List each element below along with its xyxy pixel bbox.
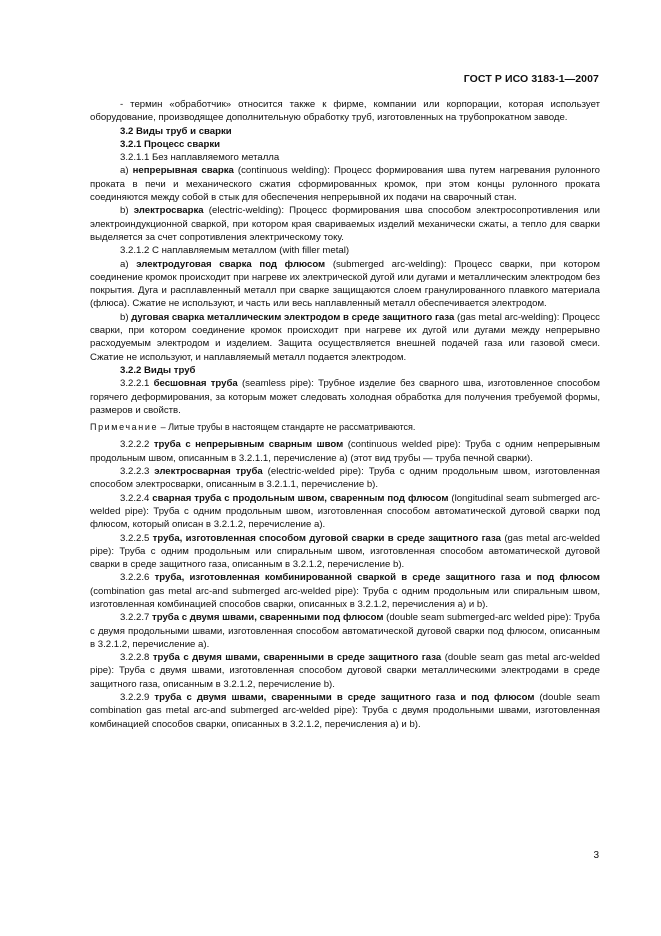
note-text: – Литые трубы в настоящем стандарте не рассматриваются. — [158, 422, 416, 433]
item-longitudinal-seam-saw-pipe: 3.2.2.4 сварная труба с продольным швом, сваренным под флюсом (longitudinal seam submerged arc-welded pipe): Труба с одним продольным швом, изготовленная способом автоматической дуговой сварки под флюсом, который описан в 3.2.1.2, перечисление а). — [90, 492, 600, 531]
page-number: 3 — [593, 850, 599, 861]
item-combination-welded-pipe: 3.2.2.6 труба, изготовленная комбинированной сваркой в среде защитного газа и под флюсом (combination gas metal arc-and submerged arc-welded pipe): Труба с одним продольным или спиральным швом, изготовленная комбинацией способов сварки, описанных в 3.2.1.2, перечисления а) и b). — [90, 572, 600, 610]
item-submerged-arc-welding: а) электродуговая сварка под флюсом (submerged arc-welding): Процесс сварки, при котором соединение кромок происходит при нагреве их электрической дугой или дугами и металлическим электродом без покрытия. Дуга и расплавленный металл при сварке защищаются слоем гранулированного плавкого материала (флюса). Сжатие не используют, и часть или весь наплавленный металл обеспечивается электродом. — [90, 258, 600, 310]
section-heading-3-2-2: 3.2.2 Виды труб — [120, 364, 196, 376]
term-seamless-pipe: бесшовная труба — [153, 378, 238, 390]
term-gmaw-pipe: труба, изготовленная способом дуговой сварки в среде защитного газа — [152, 532, 501, 544]
item-double-seam-gmaw-pipe: 3.2.2.8 труба с двумя швами, сваренными в среде защитного газа (double seam gas metal arc-welded pipe): Труба с двумя швами, изготовленная способом дуговой сварки металлическими электродами в среде защитного газа, описанным в 3.2.1.2, перечисление b). — [90, 652, 600, 690]
term-continuous-welded-pipe: труба с непрерывным сварным швом — [153, 439, 344, 451]
term-electric-welded-pipe: электросварная труба — [154, 466, 263, 478]
item-gas-metal-arc-welding: b) дуговая сварка металлическим электродом в среде защитного газа (gas metal arc-welding): Процесс сварки, при котором соединение кромок происходит при нагреве их дугой или дугами между непрерывно расходуемым электродом и изделием. Защита осуществляется внешней подачей газа или газовой смеси. Сжатие не используют, и наплавляемый металл подается электродом. — [90, 311, 600, 363]
item-continuous-welding: а) непрерывная сварка (continuous welding): Процесс формирования шва путем нагревания рулонного проката в печи и механического сжатия сформированных кромок, при этом концы рулонного проката соединяются между собой в стык для обеспечения непрерывной их подачи на сварочный стан. — [90, 165, 600, 204]
document-header-standard-id: ГОСТ Р ИСО 3183-1—2007 — [463, 73, 599, 85]
paragraph-processor-term: - термин «обработчик» относится также к фирме, компании или корпорации, которая использует оборудование, производящее дополнительную обработку труб, изготовленных на трубопрокатном заводе. — [90, 99, 600, 124]
term-longitudinal-seam-saw-pipe: сварная труба с продольным швом, сваренным под флюсом — [152, 492, 449, 504]
term-submerged-arc-welding: электродуговая сварка под флюсом — [136, 258, 326, 270]
item-double-seam-combination-pipe: 3.2.2.9 труба с двумя швами, сваренными в среде защитного газа и под флюсом (double seam combination gas metal arc-and submerged arc-welded pipe): Труба с двумя продольными швами, изготовленная комбинацией способов сварки, описанных в 3.2.1.2, перечисления а) и b). — [90, 692, 600, 730]
item-gmaw-pipe: 3.2.2.5 труба, изготовленная способом дуговой сварки в среде защитного газа (gas metal arc-welded pipe): Труба с одним продольным или спиральным швом, изготовленная способом автоматической дуговой сварки в среде защитного газа, описанным в 3.2.1.2, перечисление b). — [90, 532, 600, 571]
subsection-3-2-1-2: 3.2.1.2 С наплавляемым металлом (with filler metal) — [120, 245, 350, 257]
term-double-seam-gmaw-pipe: труба с двумя швами, сваренными в среде защитного газа — [152, 652, 442, 664]
term-double-seam-combination-pipe: труба с двумя швами, сваренными в среде защитного газа и под флюсом — [154, 692, 535, 704]
term-continuous-welding: непрерывная сварка — [132, 165, 234, 177]
item-continuous-welded-pipe: 3.2.2.2 труба с непрерывным сварным швом (continuous welded pipe): Труба с одним непрерывным продольным швом, описанным в 3.2.1.1, перечисление а) (этот вид трубы — труба печной сварки). — [90, 439, 600, 464]
document-body — [90, 98, 600, 731]
item-electric-welded-pipe: 3.2.2.3 электросварная труба (electric-welded pipe): Труба с одним продольным швом, изготовленная способом электросварки, описанным в 3.2.1.1, перечисление b). — [90, 466, 600, 491]
item-double-seam-saw-pipe: 3.2.2.7 труба с двумя швами, сваренными под флюсом (double seam submerged-arc welded pipe): Труба с двумя продольными швами, изготовленная способом автоматической дуговой сварки под флюсом, описанным в 3.2.1.2, перечисление а). — [90, 612, 600, 650]
term-gas-metal-arc-welding: дуговая сварка металлическим электродом в среде защитного газа — [131, 311, 455, 323]
section-heading-3-2: 3.2 Виды труб и сварки — [120, 125, 232, 137]
note-label: Примечание — [90, 422, 159, 433]
subsection-3-2-1-1: 3.2.1.1 Без наплавляемого металла — [120, 152, 280, 164]
term-electric-welding: электросварка — [133, 205, 204, 217]
note — [90, 421, 600, 434]
item-electric-welding: b) электросварка (electric-welding): Процесс формирования шва способом электросопротивления или электроиндукционной сваркой, при котором края свариваемых изделий механически сжаты, а тепло для сварки выделяется за счет сопротивления электрическому току. — [90, 205, 600, 243]
item-seamless-pipe: 3.2.2.1 бесшовная труба (seamless pipe): Трубное изделие без сварного шва, изготовленное способом горячего деформирования, за которым может следовать холодная обработка для получения требуемой формы, размеров и свойств. — [90, 378, 600, 416]
term-combination-welded-pipe: труба, изготовленная комбинированной сваркой в среде защитного газа и под флюсом — [154, 572, 600, 584]
term-double-seam-saw-pipe: труба с двумя швами, сваренными под флюсом — [152, 612, 384, 624]
section-heading-3-2-1: 3.2.1 Процесс сварки — [120, 138, 221, 150]
